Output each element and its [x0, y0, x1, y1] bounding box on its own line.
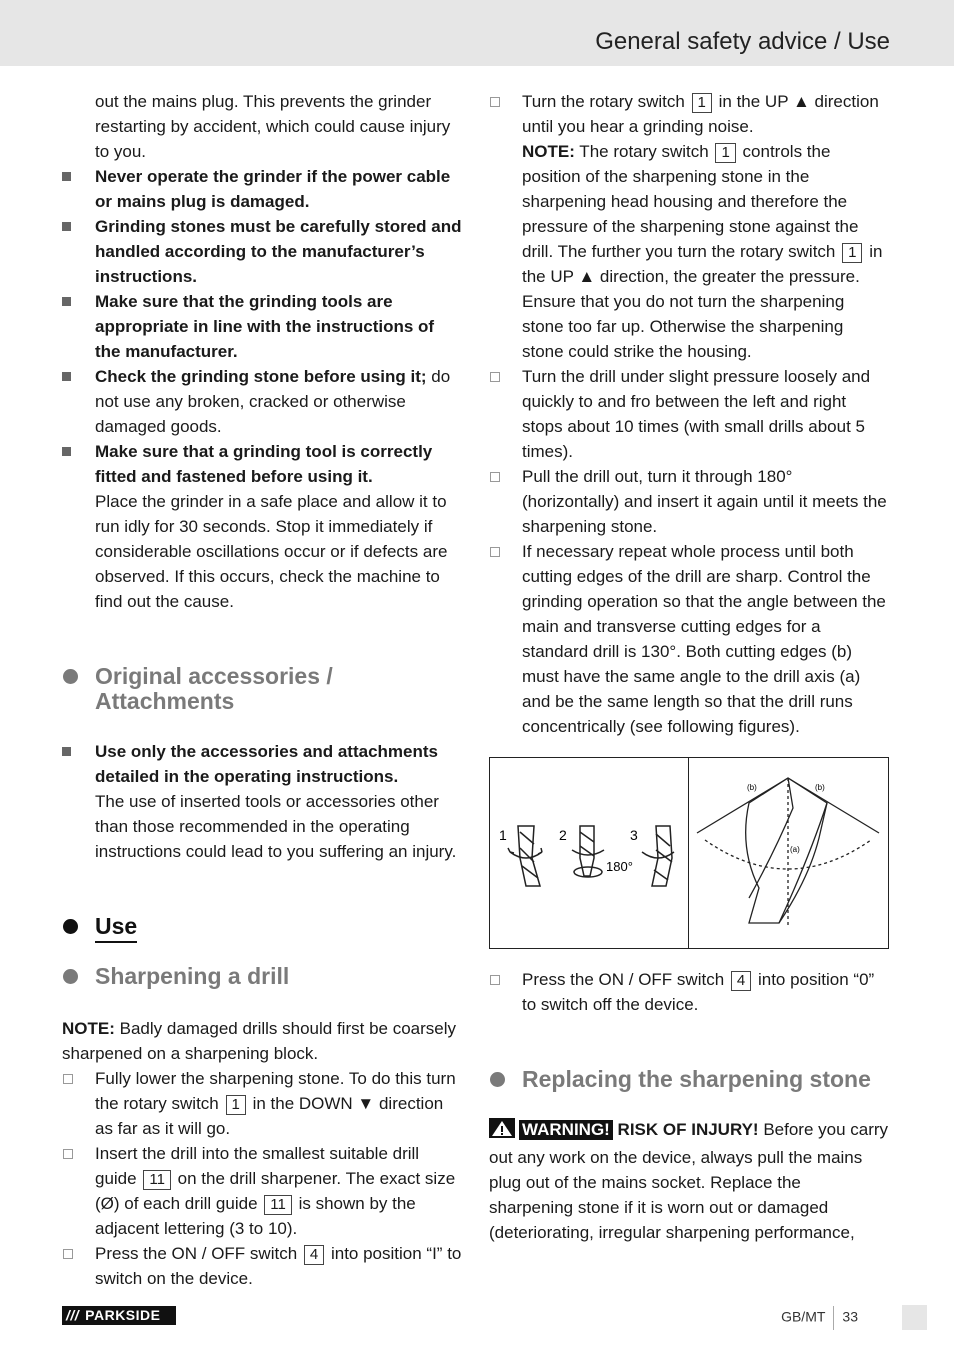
- page-header: [0, 0, 954, 66]
- heading-text: Use: [95, 913, 137, 943]
- note-label: NOTE:: [522, 142, 575, 161]
- footer-tab: [902, 1305, 927, 1330]
- drill-2-icon: [572, 826, 604, 877]
- step-text: in the DOWN ▼ direction as far as it will go.: [95, 1094, 444, 1138]
- page-footer: [781, 1306, 858, 1330]
- step-text: in the UP ▲ direction, the greater the pressure. Ensure that you do not turn the sharpening stone too far up. Otherwise the sharpening stone could strike the housing.: [522, 242, 883, 361]
- region-label: GB/MT: [781, 1308, 826, 1325]
- step-item: [489, 364, 889, 464]
- step-text: The rotary switch: [574, 142, 709, 161]
- safety-bullet: [62, 364, 462, 439]
- part-ref: 1: [692, 93, 712, 113]
- step-text: in the UP ▲ direction until you hear a grinding noise.: [522, 92, 879, 136]
- page-title: General safety advice / Use: [595, 28, 890, 55]
- bullet-bold-text: Check the grinding stone before using it;: [95, 367, 427, 386]
- page-number: 33: [842, 1308, 858, 1325]
- step-text: into position “0” to switch off the device.: [522, 970, 875, 1014]
- step-text: Turn the drill under slight pressure loosely and quickly to and fro between the left and right stops about 10 times (with small drills about 5 times).: [522, 367, 871, 461]
- safety-bullet: [62, 289, 462, 364]
- logo-brand: PARKSIDE: [85, 1307, 161, 1323]
- step-text: on the drill sharpener. The exact size (Ø) of each drill guide: [95, 1169, 456, 1213]
- checkbox-square-icon: [63, 1249, 73, 1259]
- heading-text: Original accessories / Attachments: [95, 663, 333, 714]
- heading-text: Sharpening a drill: [95, 963, 290, 989]
- bullet-square-icon: [62, 222, 71, 231]
- parkside-logo: [62, 1306, 176, 1325]
- safety-bullet: [62, 739, 462, 864]
- bullet-text: Make sure that the grinding tools are appropriate in line with the instructions of the manufacturer.: [95, 292, 435, 361]
- step-text: into position “I” to switch on the device.: [95, 1244, 462, 1288]
- bullet-square-icon: [62, 372, 71, 381]
- section-heading-accessories: [62, 664, 462, 714]
- drill-1-icon: [508, 826, 542, 886]
- figure-label-1: 1: [499, 827, 507, 843]
- figure-label-2: 2: [559, 827, 567, 843]
- warning-label: WARNING!: [519, 1120, 613, 1140]
- bullet-text: Place the grinder in a safe place and allow it to run idly for 30 seconds. Stop it immediately if considerable oscillations occur or if defects are observed. If this occurs, check the machine to find out the cause.: [95, 492, 448, 611]
- warning-paragraph: [489, 1117, 889, 1245]
- bullet-bold-text: Use only the accessories and attachments detailed in the operating instructions.: [95, 742, 438, 786]
- figure-label-3: 3: [630, 827, 638, 843]
- checkbox-square-icon: [490, 975, 500, 985]
- safety-bullet: [62, 164, 462, 214]
- logo-stripes: ///: [66, 1307, 80, 1323]
- heading-dot-icon: [490, 1072, 505, 1087]
- bullet-text: Never operate the grinder if the power cable or mains plug is damaged.: [95, 167, 451, 211]
- part-ref: 11: [264, 1195, 292, 1215]
- part-ref: 1: [715, 143, 735, 163]
- note-text: Badly damaged drills should first be coarsely sharpened on a sharpening block.: [62, 1019, 457, 1063]
- part-ref: 1: [842, 243, 862, 263]
- part-ref: 1: [226, 1095, 246, 1115]
- step-text: If necessary repeat whole process until both cutting edges of the drill are sharp. Control the grinding operation so that the angle between the main and transverse cutting edges for a standard drill is 130°. Both cutting edges (b) must have the same angle to the drill axis (a) and be the same length so that the drill runs concentrically (see following figures).: [522, 542, 886, 736]
- note-paragraph: [62, 1016, 462, 1066]
- right-column: [489, 89, 889, 1245]
- step-text: Press the ON / OFF switch: [522, 970, 725, 989]
- step-text: Press the ON / OFF switch: [95, 1244, 298, 1263]
- step-item: [62, 1066, 462, 1141]
- warning-text: Before you carry out any work on the device, always pull the mains plug out of the mains socket. Replace the sharpening stone if it is worn out or damaged (deteriorating, irregular sharpening performance,: [489, 1120, 889, 1242]
- step-item: [62, 1141, 462, 1241]
- drill-figure: [489, 757, 889, 949]
- bullet-square-icon: [62, 297, 71, 306]
- bullet-square-icon: [62, 747, 71, 756]
- heading-dot-icon: [63, 969, 78, 984]
- checkbox-square-icon: [490, 472, 500, 482]
- bullet-square-icon: [62, 447, 71, 456]
- continued-paragraph: [62, 89, 462, 164]
- step-item: [489, 464, 889, 539]
- figure-label-b-left: (b): [747, 783, 757, 792]
- step-text: Insert the drill into the smallest suitable drill guide: [95, 1144, 420, 1188]
- figure-label-a: (a): [790, 845, 800, 854]
- heading-text: Replacing the sharpening stone: [522, 1066, 871, 1092]
- bullet-square-icon: [62, 172, 71, 181]
- step-item: [489, 539, 889, 739]
- part-ref: 4: [304, 1245, 324, 1265]
- step-text: Turn the rotary switch: [522, 92, 685, 111]
- warning-risk-text: RISK OF INJURY!: [612, 1120, 759, 1139]
- figure-label-b-right: (b): [815, 783, 825, 792]
- part-ref: 4: [731, 971, 751, 991]
- step-item: [62, 1241, 462, 1291]
- step-text: Fully lower the sharpening stone. To do this turn the rotary switch: [95, 1069, 456, 1113]
- left-column: [62, 89, 462, 1291]
- checkbox-square-icon: [490, 97, 500, 107]
- continued-text: out the mains plug. This prevents the grinder restarting by accident, which could cause injury to you.: [95, 92, 451, 161]
- drill-3-icon: [642, 826, 674, 886]
- heading-dot-icon: [63, 919, 78, 934]
- bullet-text: The use of inserted tools or accessories other than those recommended in the operating instructions could lead to you suffering an injury.: [95, 792, 457, 861]
- safety-bullet: [62, 214, 462, 289]
- section-heading-use: [62, 914, 462, 939]
- step-text: is shown by the adjacent lettering (3 to 10).: [95, 1194, 416, 1238]
- bullet-bold-text: Make sure that a grinding tool is correctly fitted and fastened before using it.: [95, 442, 433, 486]
- checkbox-square-icon: [63, 1149, 73, 1159]
- step-item: [489, 967, 889, 1017]
- figure-label-180: 180°: [606, 859, 633, 874]
- checkbox-square-icon: [490, 372, 500, 382]
- checkbox-square-icon: [490, 547, 500, 557]
- bullet-text: Grinding stones must be carefully stored and handled according to the manufacturer’s instructions.: [95, 217, 462, 286]
- note-label: NOTE:: [62, 1019, 115, 1038]
- heading-dot-icon: [63, 669, 78, 684]
- drill-tip-icon: [697, 778, 879, 928]
- warning-triangle-icon: [489, 1118, 515, 1145]
- drill-angle-svg: [689, 758, 888, 948]
- step-text: Pull the drill out, turn it through 180° (horizontally) and insert it again until it meets the sharpening stone.: [522, 467, 887, 536]
- part-ref: 11: [143, 1170, 171, 1190]
- drill-rotation-svg: [490, 758, 688, 948]
- step-item: [489, 89, 889, 364]
- safety-bullet: [62, 439, 462, 614]
- drill-angle-illustration: [689, 758, 888, 948]
- bullet-text: do not use any broken, cracked or otherwise damaged goods.: [95, 367, 451, 436]
- checkbox-square-icon: [63, 1074, 73, 1084]
- step-text: controls the position of the sharpening stone in the sharpening head housing and therefore the pressure of the sharpening stone against the drill. The further you turn the rotary switch: [522, 142, 859, 261]
- drill-rotation-illustration: [490, 758, 689, 948]
- section-heading-replacing: [489, 1067, 889, 1092]
- section-heading-sharpening: [62, 964, 462, 989]
- footer-divider: [833, 1306, 834, 1330]
